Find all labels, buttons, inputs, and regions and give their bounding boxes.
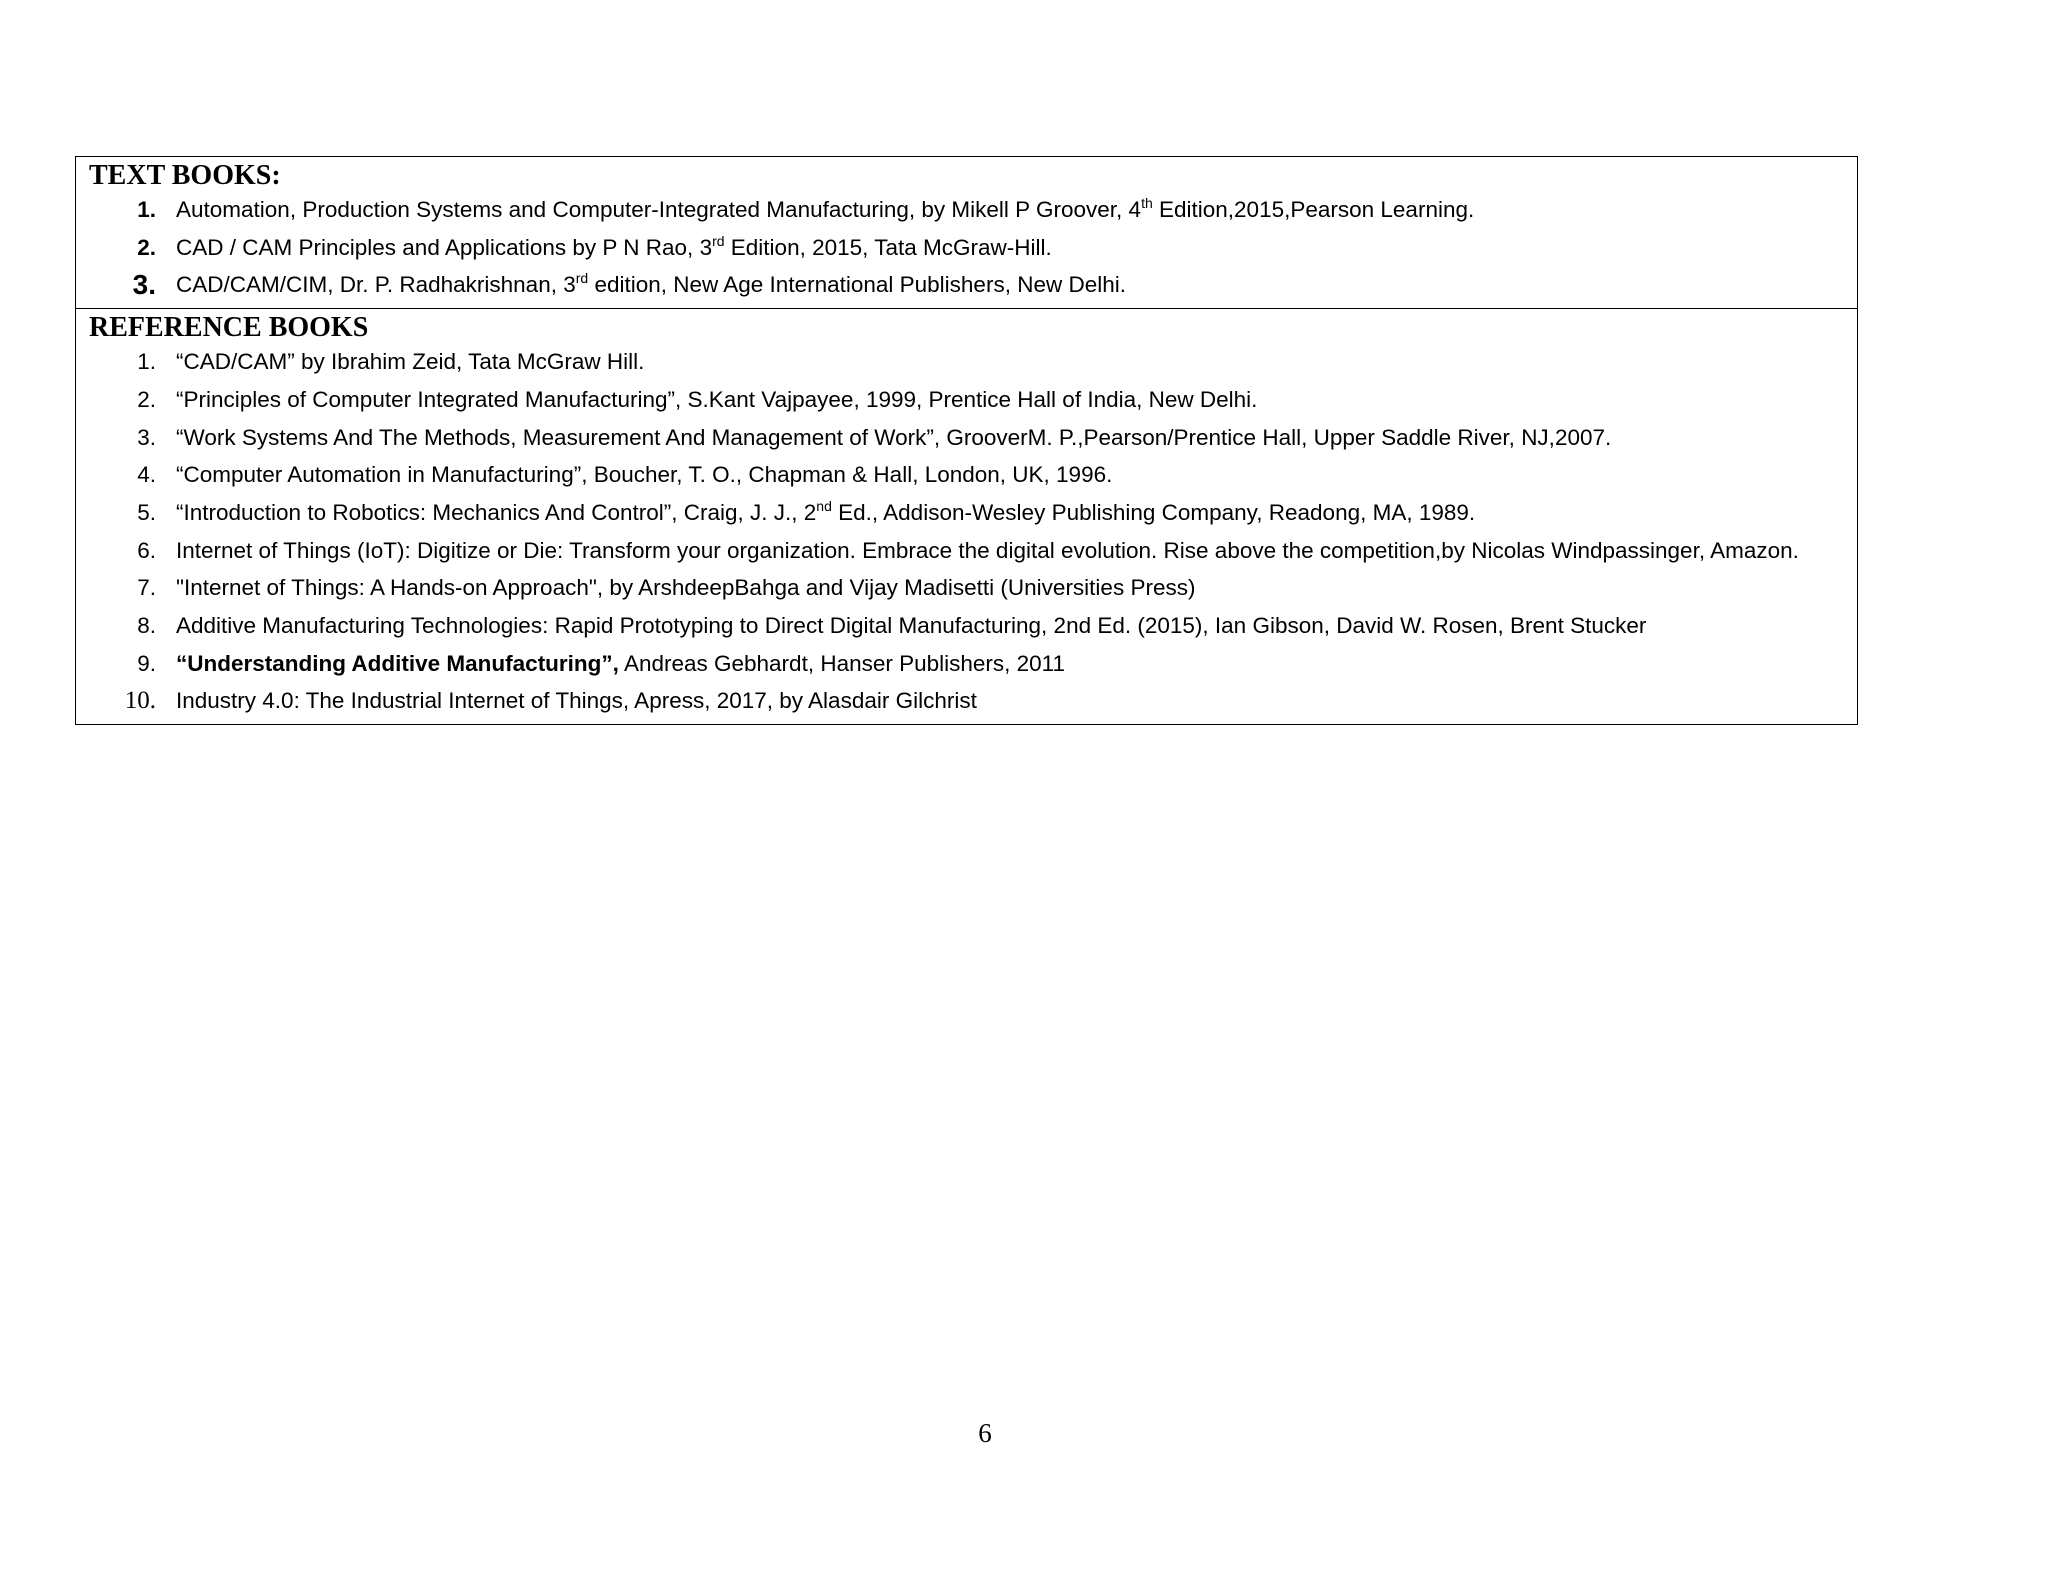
item-text: “Work Systems And The Methods, Measurement And Management of Work”, GrooverM. P.,Pearson/Prentice Hall, Upper Saddle River, NJ,2007. xyxy=(176,424,1612,450)
item-text: "Internet of Things: A Hands-on Approach", by ArshdeepBahga and Vijay Madisetti (Universities Press) xyxy=(176,575,1196,601)
item-text: Industry 4.0: The Industrial Internet of Things, Apress, 2017, by Alasdair Gilchrist xyxy=(176,688,977,714)
list-item xyxy=(76,607,1857,645)
list-item xyxy=(76,191,1857,229)
books-table xyxy=(75,156,1858,725)
list-item xyxy=(76,645,1857,683)
item-text: “Principles of Computer Integrated Manufacturing”, S.Kant Vajpayee, 1999, Prentice Hall of India, New Delhi. xyxy=(176,386,1258,412)
list-item xyxy=(76,532,1857,570)
list-item xyxy=(76,343,1857,381)
text-books-row xyxy=(76,157,1858,309)
item-number: 2. xyxy=(137,234,156,260)
list-item xyxy=(76,381,1857,419)
item-number: 8. xyxy=(137,613,156,639)
list-item xyxy=(76,682,1857,720)
reference-books-row xyxy=(76,309,1858,725)
list-item xyxy=(76,569,1857,607)
text-books-heading: TEXT BOOKS: xyxy=(89,160,281,191)
item-number: 9. xyxy=(137,650,156,676)
item-text: CAD / CAM Principles and Applications by P N Rao, 3rd Edition, 2015, Tata McGraw-Hill. xyxy=(176,232,1052,260)
list-item xyxy=(76,419,1857,457)
item-text: Additive Manufacturing Technologies: Rapid Prototyping to Direct Digital Manufacturing, 2nd Ed. (2015), Ian Gibson, David W. Rosen, Brent Stucker xyxy=(176,613,1647,639)
item-text: “Understanding Additive Manufacturing”, Andreas Gebhardt, Hanser Publishers, 2011 xyxy=(176,650,1066,676)
reference-books-heading: REFERENCE BOOKS xyxy=(89,312,369,344)
item-number: 5. xyxy=(137,499,156,525)
item-number: 2. xyxy=(137,386,156,412)
list-item xyxy=(76,266,1857,304)
item-number: 10. xyxy=(124,687,156,715)
item-number: 3. xyxy=(132,269,156,301)
list-item xyxy=(76,494,1857,532)
item-number: 1. xyxy=(137,349,156,375)
item-number: 6. xyxy=(137,537,156,563)
item-text: “CAD/CAM” by Ibrahim Zeid, Tata McGraw Hill. xyxy=(176,349,645,375)
item-text: “Computer Automation in Manufacturing”, Boucher, T. O., Chapman & Hall, London, UK, 1996. xyxy=(176,462,1113,488)
item-text: “Introduction to Robotics: Mechanics And Control”, Craig, J. J., 2nd Ed., Addison-Wesley Publishing Company, Readong, MA, 1989. xyxy=(176,497,1476,525)
item-number: 3. xyxy=(137,424,156,450)
list-item xyxy=(76,456,1857,494)
reference-books-list xyxy=(76,343,1857,724)
text-books-cell xyxy=(76,157,1858,309)
list-item xyxy=(76,229,1857,267)
item-text: Internet of Things (IoT): Digitize or Die: Transform your organization. Embrace the digital evolution. Rise above the competition,by Nicolas Windpassinger, Amazon. xyxy=(176,537,1799,563)
reference-books-cell xyxy=(76,309,1858,725)
item-number: 7. xyxy=(137,575,156,601)
item-text: Automation, Production Systems and Computer-Integrated Manufacturing, by Mikell P Groover, 4th Edition,2015,Pearson Learning. xyxy=(176,195,1475,222)
item-number: 4. xyxy=(137,462,156,488)
item-text: CAD/CAM/CIM, Dr. P. Radhakrishnan, 3rd edition, New Age International Publishers, New Delhi. xyxy=(176,270,1126,298)
page-number: 6 xyxy=(978,1418,992,1448)
item-number: 1. xyxy=(137,197,156,222)
text-books-list xyxy=(76,191,1857,308)
